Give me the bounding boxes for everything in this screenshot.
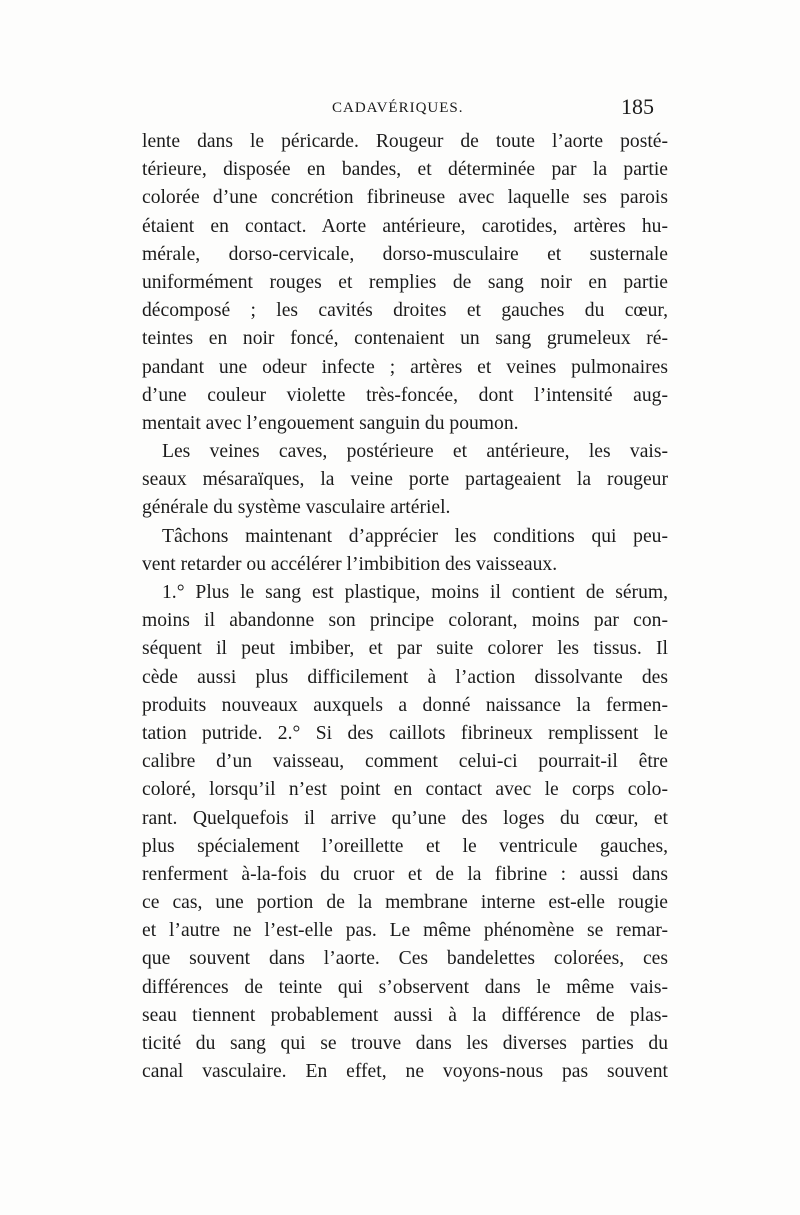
- text-line: uniformément rouges et remplies de sang noir en partie: [142, 271, 668, 293]
- text-line: mérale, dorso-cervicale, dorso-musculaire et susternale: [142, 243, 668, 265]
- text-line: seaux mésaraïques, la veine porte partageaient la rougeur: [142, 469, 668, 491]
- text-line: moins il abandonne son principe colorant, moins par con-: [142, 610, 668, 632]
- text-line: étaient en contact. Aorte antérieure, carotides, artères hu-: [142, 215, 668, 237]
- text-line: générale du système vasculaire artériel.: [142, 497, 451, 519]
- running-head: [140, 96, 660, 126]
- text-line: térieure, disposée en bandes, et déterminée par la partie: [142, 159, 668, 181]
- text-line: d’une couleur violette très-foncée, dont l’intensité aug-: [142, 384, 668, 406]
- running-title: CADAVÉRIQUES.: [332, 100, 464, 116]
- text-line: rant. Quelquefois il arrive qu’une des loges du cœur, et: [142, 807, 668, 829]
- text-line: différences de teinte qui s’observent dans le même vais-: [142, 976, 668, 998]
- text-line: seau tiennent probablement aussi à la différence de plas-: [142, 1004, 668, 1026]
- text-line: produits nouveaux auxquels a donné naissance la fermen-: [142, 694, 668, 716]
- text-line: colorée d’une concrétion fibrineuse avec laquelle ses parois: [142, 187, 668, 209]
- text-line: lente dans le péricarde. Rougeur de toute l’aorte posté-: [142, 131, 668, 152]
- text-line: calibre d’un vaisseau, comment celui-ci pourrait-il être: [142, 751, 668, 773]
- text-line: canal vasculaire. En effet, ne voyons-nous pas souvent: [142, 1061, 668, 1083]
- text-line: tation putride. 2.° Si des caillots fibrineux remplissent le: [142, 722, 668, 744]
- text-line: 1.° Plus le sang est plastique, moins il contient de sérum,: [162, 582, 668, 603]
- text-line: ce cas, une portion de la membrane interne est-elle rougie: [142, 892, 668, 914]
- text-line: Les veines caves, postérieure et antérieure, les vais-: [162, 441, 668, 463]
- text-line: vent retarder ou accélérer l’imbibition des vaisseaux.: [142, 553, 558, 575]
- text-line: teintes en noir foncé, contenaient un sang grumeleux ré-: [142, 328, 668, 350]
- text-line: pandant une odeur infecte ; artères et veines pulmonaires: [142, 356, 668, 378]
- text-line: que souvent dans l’aorte. Ces bandelettes colorées, ces: [142, 948, 668, 970]
- text-line: ticité du sang qui se trouve dans les diverses parties du: [142, 1033, 668, 1054]
- body-text: [142, 128, 668, 1086]
- text-line: décomposé ; les cavités droites et gauches du cœur,: [142, 300, 668, 322]
- text-line: renferment à-la-fois du cruor et de la fibrine : aussi dans: [142, 863, 668, 885]
- text-line: plus spécialement l’oreillette et le ventricule gauches,: [142, 835, 668, 857]
- text-line: Tâchons maintenant d’apprécier les conditions qui peu-: [162, 525, 668, 547]
- text-line: coloré, lorsqu’il n’est point en contact avec le corps colo-: [142, 779, 668, 801]
- page-number: 185: [621, 94, 654, 119]
- text-line: mentait avec l’engouement sanguin du poumon.: [142, 412, 519, 434]
- text-line: séquent il peut imbiber, et par suite colorer les tissus. Il: [142, 638, 668, 660]
- text-line: et l’autre ne l’est-elle pas. Le même phénomène se remar-: [142, 920, 668, 942]
- text-line: cède aussi plus difficilement à l’action dissolvante des: [142, 666, 668, 688]
